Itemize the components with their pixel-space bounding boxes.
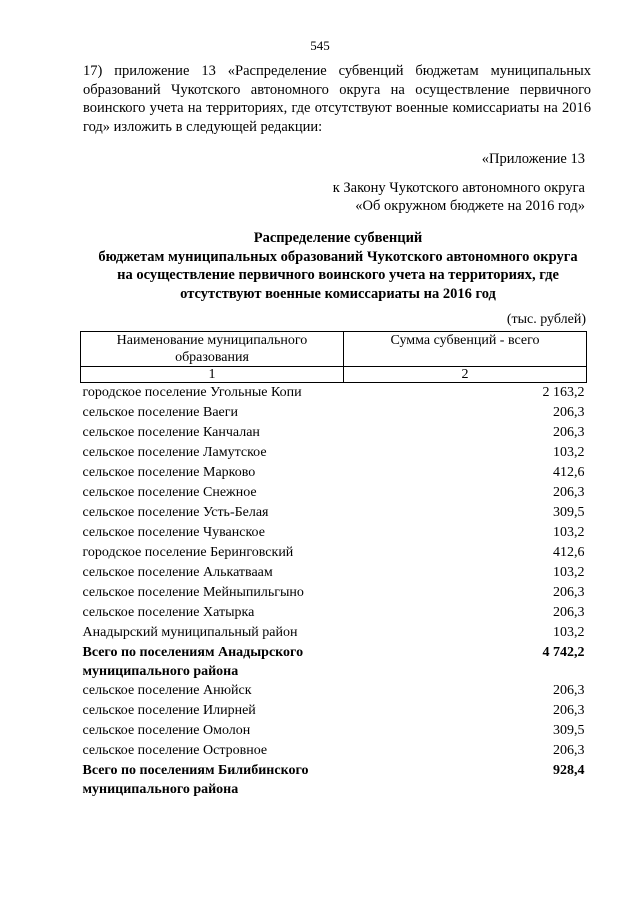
table-row <box>81 721 587 741</box>
column-number-row <box>81 367 587 383</box>
total-row <box>81 643 587 681</box>
appendix-law-line: к Закону Чукотского автономного округа <box>332 179 585 196</box>
appendix-budget-line: «Об окружном бюджете на 2016 год» <box>355 198 585 214</box>
subsidy-amount: 4 742,2 <box>542 645 585 660</box>
subsidy-amount: 206,3 <box>553 405 585 420</box>
municipality-name: городское поселение Угольные Копи <box>82 385 302 400</box>
municipality-name: сельское поселение Снежное <box>82 485 257 500</box>
table-row <box>81 603 587 623</box>
unit-label: (тыс. рублей) <box>506 312 586 327</box>
table-row <box>81 701 587 721</box>
column-header-name: Наименование муниципального образования <box>81 332 344 367</box>
subsidy-amount: 412,6 <box>553 465 585 480</box>
subsidy-amount: 206,3 <box>553 743 585 758</box>
subsidy-amount: 928,4 <box>553 763 585 778</box>
municipality-name: сельское поселение Илирней <box>82 703 256 718</box>
document-title <box>78 229 598 303</box>
subsidy-amount: 309,5 <box>553 723 585 738</box>
subsidy-table <box>80 331 587 799</box>
municipality-name: Анадырский муниципальный район <box>82 625 298 640</box>
municipality-name: сельское поселение Ваеги <box>82 405 238 420</box>
title-line-3: на осуществление первичного воинского учета на территориях, где <box>117 267 559 283</box>
column-number-2: 2 <box>344 367 587 383</box>
table-row <box>81 483 587 503</box>
subsidy-amount: 206,3 <box>553 585 585 600</box>
table-row <box>81 583 587 603</box>
municipality-name: сельское поселение Анюйск <box>82 683 252 698</box>
municipality-name: сельское поселение Хатырка <box>82 605 255 620</box>
table-row <box>81 423 587 443</box>
subsidy-amount: 412,6 <box>553 545 585 560</box>
column-header-amount: Сумма субвенций - всего <box>344 332 587 367</box>
subsidy-amount: 103,2 <box>553 525 585 540</box>
municipality-name: Всего по поселениям Билибинского муниципального района <box>82 763 309 797</box>
table-row <box>81 543 587 563</box>
municipality-name: Всего по поселениям Анадырского муниципального района <box>82 645 304 679</box>
appendix-title: «Приложение 13 <box>481 151 585 167</box>
table-row <box>81 403 587 423</box>
municipality-name: сельское поселение Островное <box>82 743 268 758</box>
municipality-name: городское поселение Беринговский <box>82 545 294 560</box>
table-row <box>81 523 587 543</box>
subsidy-amount: 206,3 <box>553 485 585 500</box>
subsidy-amount: 2 163,2 <box>542 385 585 400</box>
page-number: 545 <box>310 38 330 53</box>
title-line-4: отсутствуют военные комиссариаты на 2016 год <box>180 285 496 302</box>
subsidy-amount: 103,2 <box>553 625 585 640</box>
subsidy-amount: 103,2 <box>553 565 585 580</box>
municipality-name: сельское поселение Канчалан <box>82 425 260 440</box>
intro-paragraph: 17) приложение 13 «Распределение субвенций бюджетам муниципальных образований Чукотского автономного округа на осуществление первичного воинского учета на территориях, где отсутствуют военные комиссариаты на 2016 год» изложить в следующей редакции: <box>83 63 591 135</box>
table-row <box>81 443 587 463</box>
total-row <box>81 761 587 799</box>
municipality-name: сельское поселение Мейныпильгыно <box>82 585 304 600</box>
table-row <box>81 681 587 701</box>
municipality-name: сельское поселение Омолон <box>82 723 251 738</box>
municipality-name: сельское поселение Чуванское <box>82 525 265 540</box>
municipality-name: сельское поселение Ламутское <box>82 445 267 460</box>
appendix-reference <box>185 150 585 216</box>
municipality-name: сельское поселение Марково <box>82 465 256 480</box>
municipality-name: сельское поселение Усть-Белая <box>82 505 269 520</box>
table-row <box>81 503 587 523</box>
title-line-1: Распределение субвенций <box>253 230 423 246</box>
table-row <box>81 741 587 761</box>
table-body <box>81 383 587 800</box>
subsidy-amount: 206,3 <box>553 605 585 620</box>
subsidy-amount: 309,5 <box>553 505 585 520</box>
subsidy-amount: 206,3 <box>553 703 585 718</box>
table-row <box>81 563 587 583</box>
municipality-name: сельское поселение Алькатваам <box>82 565 273 580</box>
subsidy-amount: 206,3 <box>553 683 585 698</box>
table-row <box>81 623 587 643</box>
table-row <box>81 463 587 483</box>
table-header-row <box>81 332 587 367</box>
title-line-2: бюджетам муниципальных образований Чукотского автономного округа <box>98 248 578 265</box>
table-row <box>81 383 587 404</box>
column-number-1: 1 <box>81 367 344 383</box>
subsidy-amount: 206,3 <box>553 425 585 440</box>
subsidy-amount: 103,2 <box>553 445 585 460</box>
